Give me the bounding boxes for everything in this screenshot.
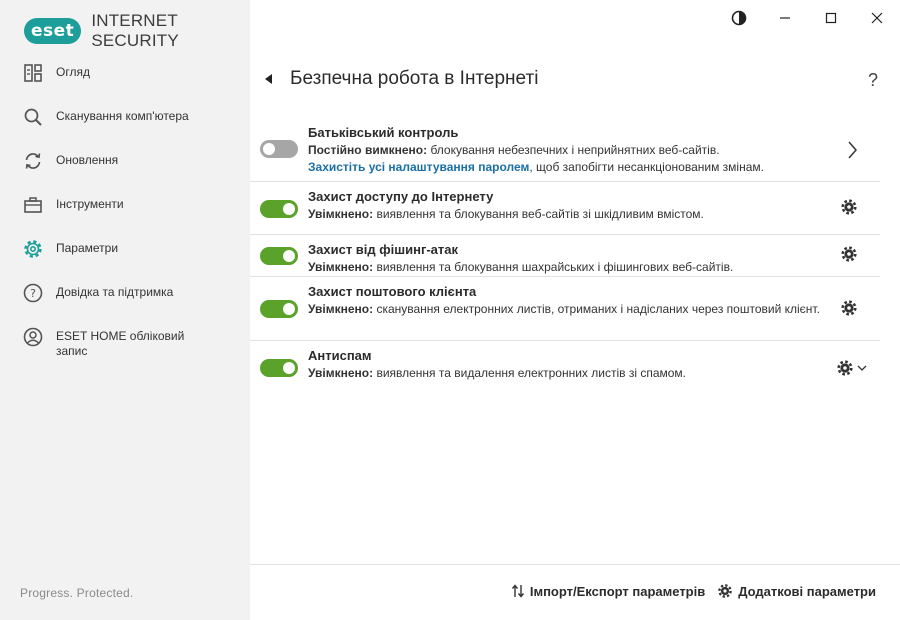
parental-control-toggle[interactable] xyxy=(260,140,298,158)
setting-row-anti-phishing xyxy=(250,235,880,277)
parental-control-open-button[interactable] xyxy=(846,140,858,160)
toggle-knob xyxy=(263,143,275,155)
gear-icon xyxy=(836,359,854,377)
setting-row-email-client-protection xyxy=(250,277,880,341)
sidebar-item-label: Огляд xyxy=(56,65,90,79)
gear-icon xyxy=(840,198,858,216)
main-panel xyxy=(250,0,900,620)
setting-title: Захист поштового клієнта xyxy=(308,284,477,299)
close-button[interactable] xyxy=(854,0,900,36)
toggle-knob xyxy=(283,203,295,215)
advanced-settings-button[interactable] xyxy=(717,583,876,599)
sidebar-item-update[interactable] xyxy=(0,148,250,192)
antispam-toggle[interactable] xyxy=(260,359,298,377)
setting-description xyxy=(308,142,828,159)
setting-title: Батьківський контроль xyxy=(308,125,459,140)
page-header xyxy=(264,68,538,90)
sidebar-item-overview[interactable] xyxy=(0,60,250,104)
sidebar-item-label: Параметри xyxy=(56,241,119,255)
email-client-protection-toggle[interactable] xyxy=(260,300,298,318)
settings-list xyxy=(250,118,880,393)
toggle-knob xyxy=(283,303,295,315)
advanced-settings-label: Додаткові параметри xyxy=(738,583,876,599)
sidebar-nav xyxy=(0,60,250,384)
contrast-icon xyxy=(731,10,747,26)
back-arrow-icon xyxy=(264,73,274,85)
user-circle-icon xyxy=(22,326,44,348)
sidebar xyxy=(0,0,250,620)
help-button[interactable]: ? xyxy=(867,70,878,90)
import-export-icon xyxy=(511,583,525,599)
overview-icon xyxy=(22,62,44,84)
setting-description-text: блокування небезпечних і неприйнятних веб-сайтів. xyxy=(430,143,720,157)
setting-row-parental-control xyxy=(250,118,880,182)
sidebar-item-help-support[interactable] xyxy=(0,280,250,324)
setting-row-antispam xyxy=(250,341,880,393)
back-button[interactable] xyxy=(264,69,276,89)
refresh-icon xyxy=(22,150,44,172)
setting-status: Увімкнено: xyxy=(308,302,374,316)
toggle-knob xyxy=(283,362,295,374)
web-access-protection-toggle[interactable] xyxy=(260,200,298,218)
setting-title: Захист доступу до Інтернету xyxy=(308,189,494,204)
chevron-down-icon xyxy=(856,363,868,373)
anti-phishing-toggle[interactable] xyxy=(260,247,298,265)
setting-description-text: виявлення та видалення електронних листів зі спамом. xyxy=(376,366,687,380)
setting-description xyxy=(308,259,828,276)
setting-title: Антиспам xyxy=(308,348,372,363)
setting-link-line xyxy=(308,159,880,176)
setting-description xyxy=(308,301,828,318)
setting-title: Захист від фішинг-атак xyxy=(308,242,459,257)
question-circle-icon xyxy=(22,282,44,304)
maximize-button[interactable] xyxy=(808,0,854,36)
app-logo xyxy=(24,11,250,51)
gear-icon xyxy=(22,238,44,260)
sidebar-item-tools[interactable] xyxy=(0,192,250,236)
setting-row-web-access-protection xyxy=(250,182,880,235)
footer-actions xyxy=(499,583,876,599)
contrast-toggle-button[interactable] xyxy=(716,0,762,36)
web-access-protection-settings-button[interactable] xyxy=(840,198,858,216)
sidebar-item-label: Інструменти xyxy=(56,197,124,211)
briefcase-icon xyxy=(22,194,44,216)
setting-description xyxy=(308,206,828,223)
window-controls xyxy=(716,0,900,36)
setting-status: Увімкнено: xyxy=(308,366,374,380)
slogan: Progress. Protected. xyxy=(20,586,134,600)
setting-description-text: виявлення та блокування шахрайських і фішингових веб-сайтів. xyxy=(376,260,734,274)
setting-status: Постійно вимкнено: xyxy=(308,143,428,157)
import-export-label: Імпорт/Експорт параметрів xyxy=(529,583,706,599)
svg-text:?: ? xyxy=(30,287,36,300)
page-title: Безпечна робота в Інтернеті xyxy=(290,68,539,89)
sidebar-item-label: ESET HOME обліковий запис xyxy=(56,329,185,358)
sidebar-item-eset-home[interactable] xyxy=(0,324,250,384)
eset-logo: eset xyxy=(24,18,81,44)
minimize-button[interactable] xyxy=(762,0,808,36)
sidebar-item-label: Сканування комп'ютера xyxy=(56,109,189,123)
close-icon xyxy=(871,12,883,24)
setting-link-rest: , щоб запобігти несанкціонованим змінам. xyxy=(529,160,764,174)
sidebar-item-computer-scan[interactable] xyxy=(0,104,250,148)
setting-status: Увімкнено: xyxy=(308,207,374,221)
magnifier-icon xyxy=(22,106,44,128)
setting-description-text: сканування електронних листів, отриманих і надісланих через поштовий клієнт. xyxy=(376,302,820,316)
email-client-protection-settings-button[interactable] xyxy=(840,299,858,317)
product-name: INTERNET SECURITY xyxy=(91,11,179,50)
sidebar-item-label: Довідка та підтримка xyxy=(56,285,174,299)
sidebar-item-settings[interactable] xyxy=(0,236,250,280)
gear-icon xyxy=(717,583,733,599)
maximize-icon xyxy=(825,12,837,24)
chevron-right-icon xyxy=(846,140,858,160)
antispam-settings-button[interactable] xyxy=(836,359,868,377)
minimize-icon xyxy=(779,12,791,24)
import-export-button[interactable] xyxy=(511,583,705,599)
setting-description-text: виявлення та блокування веб-сайтів зі шкідливим вмістом. xyxy=(376,207,704,221)
footer-divider xyxy=(250,564,900,565)
toggle-knob xyxy=(283,250,295,262)
gear-icon xyxy=(840,299,858,317)
sidebar-item-label: Оновлення xyxy=(56,153,119,167)
setting-description xyxy=(308,365,828,382)
gear-icon xyxy=(840,245,858,263)
anti-phishing-settings-button[interactable] xyxy=(840,245,858,263)
password-protect-link[interactable]: Захистіть усі налаштування паролем xyxy=(308,160,530,174)
setting-status: Увімкнено: xyxy=(308,260,374,274)
